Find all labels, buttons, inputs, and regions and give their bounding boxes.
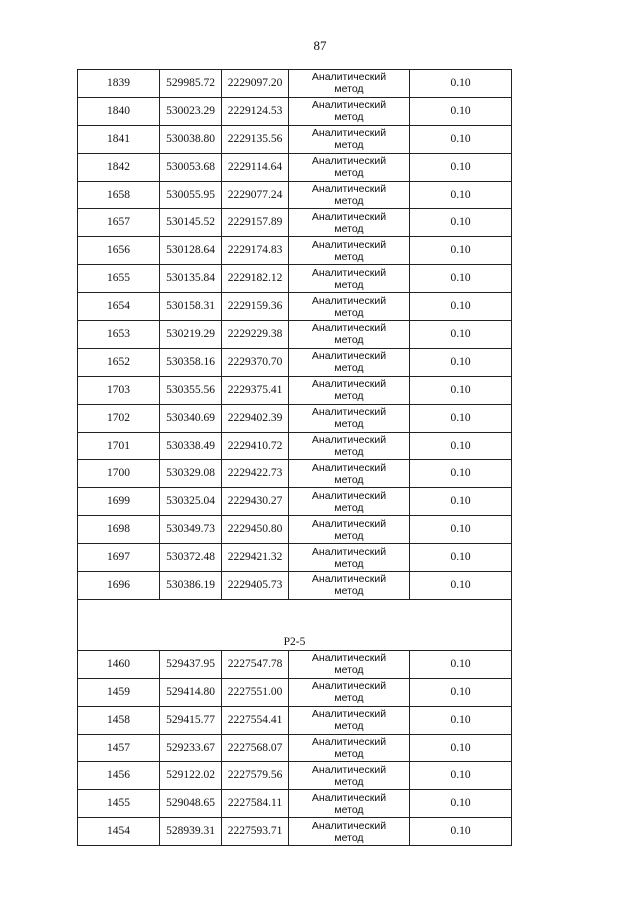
point-number-cell: 1657 — [78, 209, 160, 237]
method-cell — [289, 293, 410, 321]
x-coordinate-cell: 529415.77 — [160, 706, 222, 734]
method-cell — [289, 572, 410, 600]
point-number-cell: 1701 — [78, 432, 160, 460]
y-coordinate-cell: 2229430.27 — [222, 488, 289, 516]
x-coordinate-cell: 529414.80 — [160, 678, 222, 706]
method-line-1: Аналитический — [311, 127, 387, 140]
table-gap-row — [78, 599, 512, 636]
x-coordinate-cell: 530358.16 — [160, 348, 222, 376]
method-line-2: метод — [334, 692, 364, 705]
method-line-1: Аналитический — [311, 266, 387, 279]
point-number-cell: 1842 — [78, 153, 160, 181]
point-number-cell: 1656 — [78, 237, 160, 265]
point-number-cell: 1458 — [78, 706, 160, 734]
accuracy-cell: 0.10 — [410, 125, 512, 153]
accuracy-cell: 0.10 — [410, 265, 512, 293]
accuracy-cell: 0.10 — [410, 97, 512, 125]
point-number-cell: 1456 — [78, 762, 160, 790]
table-row — [78, 650, 512, 678]
y-coordinate-cell: 2229410.72 — [222, 432, 289, 460]
table-row — [78, 818, 512, 846]
table-row — [78, 762, 512, 790]
table-row — [78, 734, 512, 762]
accuracy-cell: 0.10 — [410, 209, 512, 237]
accuracy-cell: 0.10 — [410, 237, 512, 265]
table-row — [78, 70, 512, 98]
method-line-2: метод — [334, 195, 364, 207]
method-line-2: метод — [334, 167, 364, 180]
x-coordinate-cell: 530145.52 — [160, 209, 222, 237]
method-line-1: Аналитический — [311, 680, 387, 693]
table-row — [78, 432, 512, 460]
x-coordinate-cell: 530128.64 — [160, 237, 222, 265]
y-coordinate-cell: 2229421.32 — [222, 544, 289, 572]
method-cell — [289, 460, 410, 488]
x-coordinate-cell: 530023.29 — [160, 97, 222, 125]
x-coordinate-cell: 530038.80 — [160, 125, 222, 153]
table-section-b — [78, 650, 512, 845]
method-cell — [289, 734, 410, 762]
accuracy-cell: 0.10 — [410, 650, 512, 678]
method-cell — [289, 762, 410, 790]
method-cell — [289, 432, 410, 460]
method-cell — [289, 790, 410, 818]
x-coordinate-cell: 528939.31 — [160, 818, 222, 846]
point-number-cell: 1696 — [78, 572, 160, 600]
table-row — [78, 376, 512, 404]
accuracy-cell: 0.10 — [410, 460, 512, 488]
method-line-1: Аналитический — [311, 545, 387, 558]
table-row — [78, 321, 512, 349]
table-gap-cell — [78, 599, 512, 636]
method-line-2: метод — [334, 720, 364, 733]
table-row — [78, 404, 512, 432]
method-line-1: Аналитический — [311, 708, 387, 721]
x-coordinate-cell: 530158.31 — [160, 293, 222, 321]
accuracy-cell: 0.10 — [410, 818, 512, 846]
x-coordinate-cell: 530349.73 — [160, 516, 222, 544]
y-coordinate-cell: 2229370.70 — [222, 348, 289, 376]
method-line-2: метод — [334, 775, 364, 788]
x-coordinate-cell: 530325.04 — [160, 488, 222, 516]
y-coordinate-cell: 2229135.56 — [222, 125, 289, 153]
accuracy-cell: 0.10 — [410, 706, 512, 734]
method-line-2: метод — [334, 306, 364, 319]
y-coordinate-cell: 2229159.36 — [222, 293, 289, 321]
accuracy-cell: 0.10 — [410, 321, 512, 349]
point-number-cell: 1455 — [78, 790, 160, 818]
y-coordinate-cell: 2227551.00 — [222, 678, 289, 706]
accuracy-cell: 0.10 — [410, 734, 512, 762]
accuracy-cell: 0.10 — [410, 488, 512, 516]
accuracy-cell: 0.10 — [410, 432, 512, 460]
method-line-2: метод — [334, 222, 364, 235]
table-row — [78, 678, 512, 706]
y-coordinate-cell: 2227579.56 — [222, 762, 289, 790]
method-line-1: Аналитический — [311, 155, 387, 168]
method-line-1: Аналитический — [311, 210, 387, 223]
table-row — [78, 181, 512, 209]
x-coordinate-cell: 529122.02 — [160, 762, 222, 790]
table-row — [78, 572, 512, 600]
y-coordinate-cell: 2229157.89 — [222, 209, 289, 237]
method-line-2: метод — [334, 585, 364, 598]
x-coordinate-cell: 529437.95 — [160, 650, 222, 678]
method-line-2: метод — [334, 418, 364, 431]
y-coordinate-cell: 2227547.78 — [222, 650, 289, 678]
x-coordinate-cell: 530135.84 — [160, 265, 222, 293]
method-line-1: Аналитический — [311, 378, 387, 391]
method-line-1: Аналитический — [311, 350, 387, 363]
method-cell — [289, 650, 410, 678]
x-coordinate-cell: 530329.08 — [160, 460, 222, 488]
table-row — [78, 209, 512, 237]
method-line-2: метод — [334, 139, 364, 152]
method-cell — [289, 544, 410, 572]
method-line-2: метод — [334, 557, 364, 570]
accuracy-cell: 0.10 — [410, 181, 512, 209]
method-line-2: метод — [334, 334, 364, 347]
x-coordinate-cell: 530338.49 — [160, 432, 222, 460]
method-line-2: метод — [334, 748, 364, 761]
point-number-cell: 1702 — [78, 404, 160, 432]
accuracy-cell: 0.10 — [410, 678, 512, 706]
x-coordinate-cell: 530219.29 — [160, 321, 222, 349]
point-number-cell: 1839 — [78, 70, 160, 98]
y-coordinate-cell: 2229405.73 — [222, 572, 289, 600]
x-coordinate-cell: 530355.56 — [160, 376, 222, 404]
accuracy-cell: 0.10 — [410, 572, 512, 600]
table-row — [78, 237, 512, 265]
table-row — [78, 706, 512, 734]
y-coordinate-cell: 2229182.12 — [222, 265, 289, 293]
y-coordinate-cell: 2229114.64 — [222, 153, 289, 181]
method-line-1: Аналитический — [311, 652, 387, 665]
method-cell — [289, 348, 410, 376]
point-number-cell: 1459 — [78, 678, 160, 706]
method-line-1: Аналитический — [311, 183, 387, 195]
method-line-1: Аналитический — [311, 406, 387, 419]
method-line-1: Аналитический — [311, 763, 387, 776]
table-row — [78, 125, 512, 153]
point-number-cell: 1700 — [78, 460, 160, 488]
table-row — [78, 460, 512, 488]
accuracy-cell: 0.10 — [410, 348, 512, 376]
method-line-2: метод — [334, 473, 364, 486]
y-coordinate-cell: 2229229.38 — [222, 321, 289, 349]
method-line-1: Аналитический — [311, 791, 387, 804]
method-line-2: метод — [334, 831, 364, 844]
method-line-2: метод — [334, 250, 364, 263]
method-line-1: Аналитический — [311, 71, 387, 84]
table-section-divider — [78, 599, 512, 650]
method-cell — [289, 70, 410, 98]
accuracy-cell: 0.10 — [410, 544, 512, 572]
method-line-1: Аналитический — [311, 294, 387, 307]
y-coordinate-cell: 2229375.41 — [222, 376, 289, 404]
method-line-2: метод — [334, 83, 364, 96]
method-line-1: Аналитический — [311, 573, 387, 586]
point-number-cell: 1697 — [78, 544, 160, 572]
method-cell — [289, 706, 410, 734]
method-cell — [289, 321, 410, 349]
method-line-1: Аналитический — [311, 322, 387, 335]
method-cell — [289, 181, 410, 209]
table-row — [78, 544, 512, 572]
table-row — [78, 488, 512, 516]
point-number-cell: 1699 — [78, 488, 160, 516]
x-coordinate-cell: 529048.65 — [160, 790, 222, 818]
point-number-cell: 1655 — [78, 265, 160, 293]
method-cell — [289, 209, 410, 237]
x-coordinate-cell: 530053.68 — [160, 153, 222, 181]
x-coordinate-cell: 530340.69 — [160, 404, 222, 432]
table-row — [78, 153, 512, 181]
y-coordinate-cell: 2229402.39 — [222, 404, 289, 432]
method-cell — [289, 376, 410, 404]
method-line-1: Аналитический — [311, 461, 387, 474]
x-coordinate-cell: 530386.19 — [160, 572, 222, 600]
method-line-2: метод — [334, 664, 364, 677]
page-number: 87 — [313, 38, 327, 53]
method-line-1: Аналитический — [311, 434, 387, 447]
method-cell — [289, 404, 410, 432]
method-cell — [289, 818, 410, 846]
method-line-1: Аналитический — [311, 99, 387, 112]
accuracy-cell: 0.10 — [410, 762, 512, 790]
method-cell — [289, 153, 410, 181]
method-cell — [289, 125, 410, 153]
method-cell — [289, 97, 410, 125]
accuracy-cell: 0.10 — [410, 70, 512, 98]
point-number-cell: 1653 — [78, 321, 160, 349]
y-coordinate-cell: 2227593.71 — [222, 818, 289, 846]
point-number-cell: 1698 — [78, 516, 160, 544]
point-number-cell: 1841 — [78, 125, 160, 153]
table-row — [78, 97, 512, 125]
x-coordinate-cell: 530372.48 — [160, 544, 222, 572]
method-line-1: Аналитический — [311, 517, 387, 530]
table-section-a — [78, 70, 512, 600]
point-number-cell: 1457 — [78, 734, 160, 762]
y-coordinate-cell: 2227554.41 — [222, 706, 289, 734]
y-coordinate-cell: 2227568.07 — [222, 734, 289, 762]
method-line-1: Аналитический — [311, 238, 387, 251]
y-coordinate-cell: 2229077.24 — [222, 181, 289, 209]
accuracy-cell: 0.10 — [410, 376, 512, 404]
point-number-cell: 1840 — [78, 97, 160, 125]
x-coordinate-cell: 530055.95 — [160, 181, 222, 209]
point-number-cell: 1658 — [78, 181, 160, 209]
method-line-2: метод — [334, 390, 364, 403]
y-coordinate-cell: 2229422.73 — [222, 460, 289, 488]
accuracy-cell: 0.10 — [410, 293, 512, 321]
y-coordinate-cell: 2229174.83 — [222, 237, 289, 265]
y-coordinate-cell: 2229450.80 — [222, 516, 289, 544]
method-line-1: Аналитический — [311, 736, 387, 749]
method-line-2: метод — [334, 362, 364, 375]
method-line-2: метод — [334, 446, 364, 459]
table-row — [78, 293, 512, 321]
method-line-2: метод — [334, 111, 364, 124]
method-line-2: метод — [334, 529, 364, 542]
method-cell — [289, 265, 410, 293]
method-line-2: метод — [334, 803, 364, 816]
method-line-2: метод — [334, 278, 364, 291]
point-number-cell: 1454 — [78, 818, 160, 846]
table-row — [78, 348, 512, 376]
method-cell — [289, 678, 410, 706]
method-cell — [289, 237, 410, 265]
point-number-cell: 1652 — [78, 348, 160, 376]
point-number-cell: 1703 — [78, 376, 160, 404]
coordinates-table — [77, 69, 512, 846]
y-coordinate-cell: 2229124.53 — [222, 97, 289, 125]
accuracy-cell: 0.10 — [410, 516, 512, 544]
table-row — [78, 265, 512, 293]
section-label: Р2-5 — [78, 636, 512, 651]
y-coordinate-cell: 2229097.20 — [222, 70, 289, 98]
accuracy-cell: 0.10 — [410, 790, 512, 818]
method-line-1: Аналитический — [311, 489, 387, 502]
accuracy-cell: 0.10 — [410, 404, 512, 432]
method-line-1: Аналитический — [311, 819, 387, 832]
y-coordinate-cell: 2227584.11 — [222, 790, 289, 818]
section-header-row — [78, 636, 512, 651]
x-coordinate-cell: 529985.72 — [160, 70, 222, 98]
point-number-cell: 1460 — [78, 650, 160, 678]
table-row — [78, 790, 512, 818]
method-cell — [289, 516, 410, 544]
table-row — [78, 516, 512, 544]
accuracy-cell: 0.10 — [410, 153, 512, 181]
point-number-cell: 1654 — [78, 293, 160, 321]
x-coordinate-cell: 529233.67 — [160, 734, 222, 762]
method-cell — [289, 488, 410, 516]
method-line-2: метод — [334, 501, 364, 514]
